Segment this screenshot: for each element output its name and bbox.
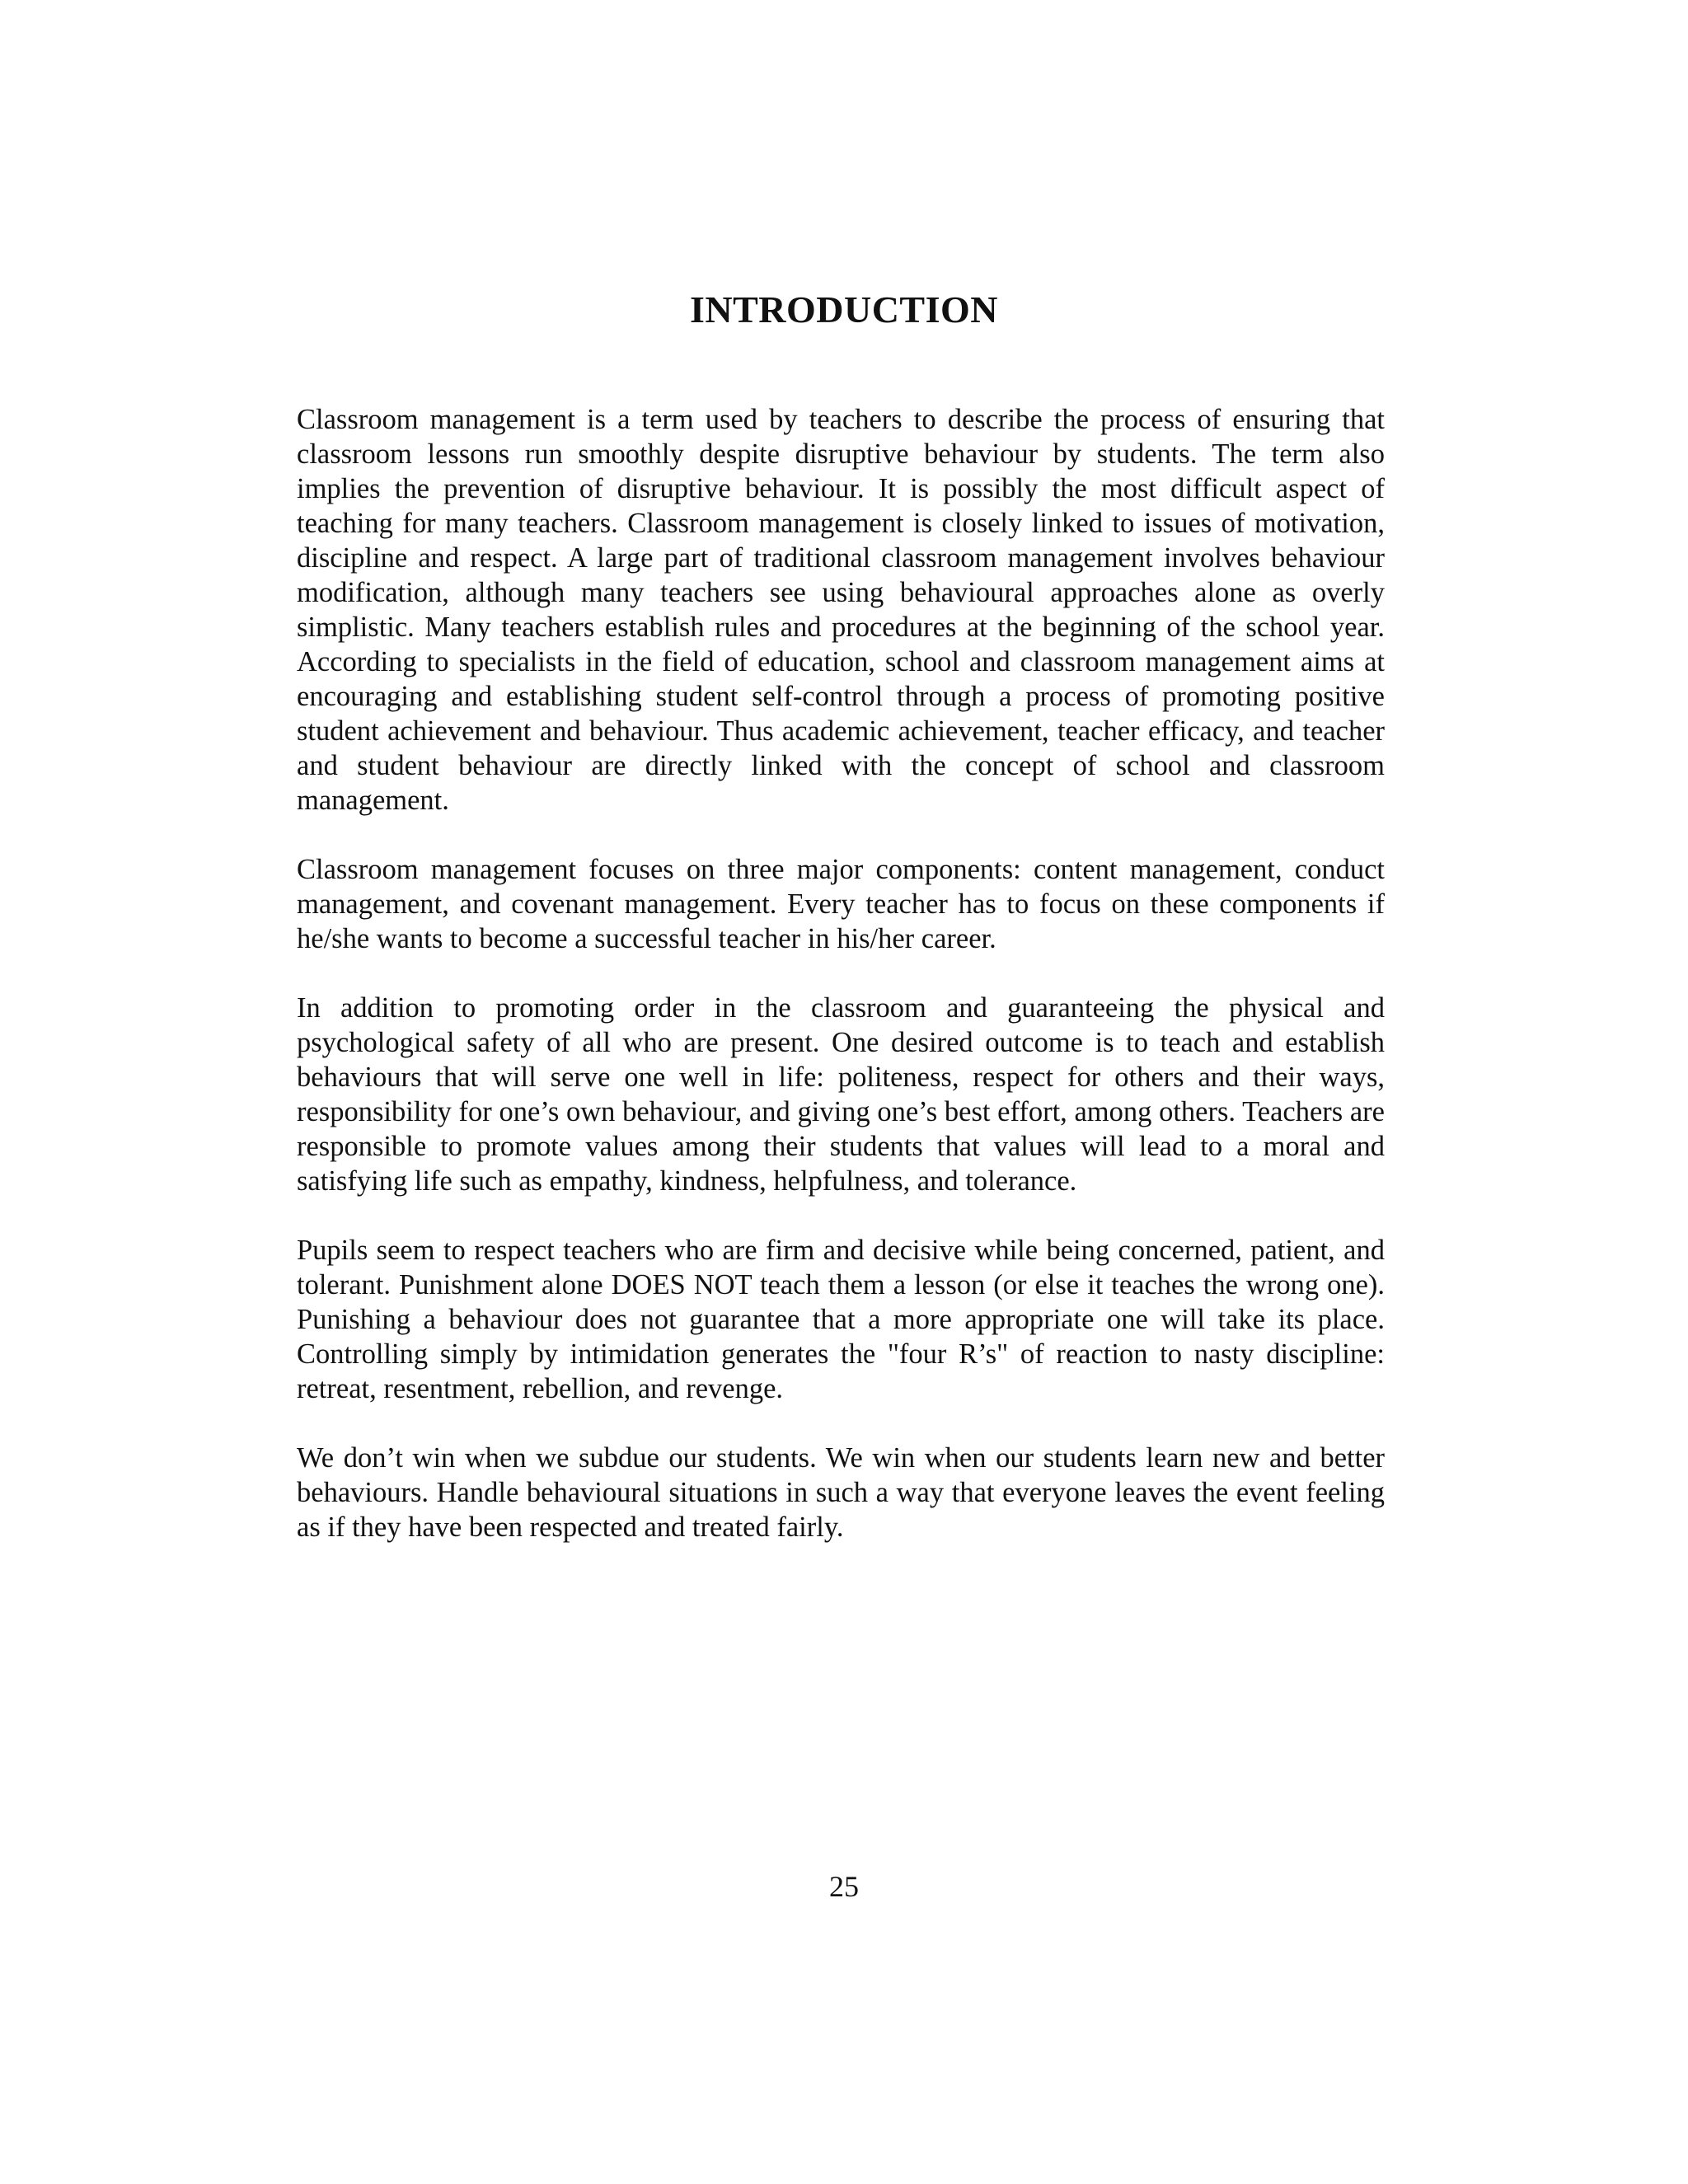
paragraph-4: Pupils seem to respect teachers who are firm and decisive while being concerned, patient, and tolerant. Punishment alone DOES NOT teach them a lesson (or else it teaches the wrong one). Punishing a behaviour does not guarantee that a more appropriate one will take its place. Controlling simply by intimidation generates the "four R’s" of reaction to nasty discipline: retreat, resentment, rebellion, and revenge. (297, 1235, 1385, 1404)
paragraph-3: In addition to promoting order in the classroom and guaranteeing the physical and psychological safety of all who are present. One desired outcome is to teach and establish behaviours that will serve one well in life: politeness, respect for others and their ways, responsibility for one’s own behaviour, and giving one’s best effort, among others. Teachers are responsible to promote values among their students that values will lead to a moral and satisfying life such as empathy, kindness, helpfulness, and tolerance. (297, 992, 1385, 1197)
paragraph-5: We don’t win when we subdue our students. We win when our students learn new and better behaviours. Handle behavioural situations in such a way that everyone leaves the event feeling as if they have been respected and treated fairly. (297, 1442, 1385, 1543)
body-text (297, 402, 1385, 1579)
paragraph-1: Classroom management is a term used by teachers to describe the process of ensuring that classroom lessons run smoothly despite disruptive behaviour by students. The term also implies the prevention of disruptive behaviour. It is possibly the most difficult aspect of teaching for many teachers. Classroom management is closely linked to issues of motivation, discipline and respect. A large part of traditional classroom management involves behaviour modification, although many teachers see using behavioural approaches alone as overly simplistic. Many teachers establish rules and procedures at the beginning of the school year. According to specialists in the field of education, school and classroom management aims at encouraging and establishing student self-control through a process of promoting positive student achievement and behaviour. Thus academic achievement, teacher efficacy, and teacher and student behaviour are directly linked with the concept of school and classroom management. (297, 404, 1385, 816)
page-title: INTRODUCTION (689, 288, 999, 330)
page-number: 25 (829, 1870, 859, 1903)
paragraph-2: Classroom management focuses on three major components: content management, conduct management, and covenant management. Every teacher has to focus on these components if he/she wants to become a successful teacher in his/her career. (297, 854, 1385, 954)
